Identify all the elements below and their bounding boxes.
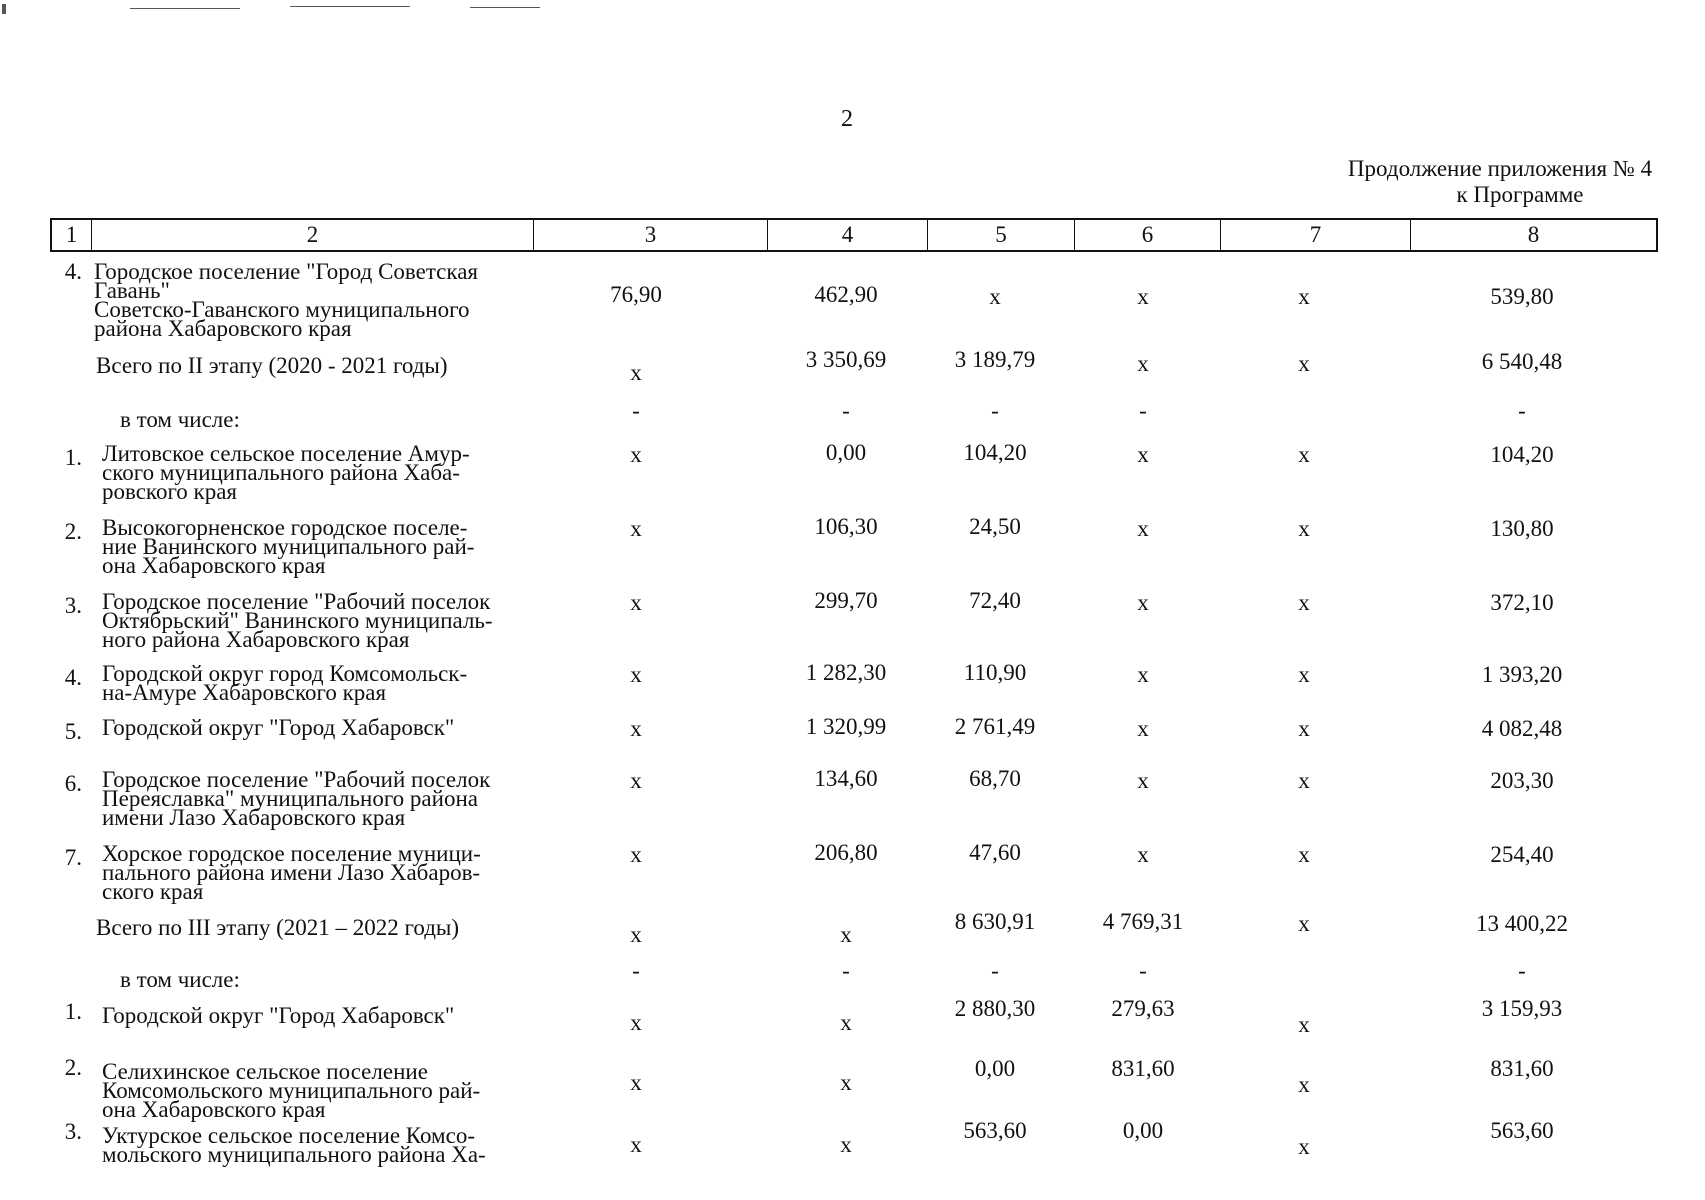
cell-col-6: 831,60 xyxy=(1111,1056,1175,1081)
row-name xyxy=(102,767,592,830)
row-name xyxy=(102,589,592,652)
row-name xyxy=(102,515,592,578)
cell-col-6: x xyxy=(1137,842,1149,867)
cell-col-8: 831,60 xyxy=(1490,1056,1554,1081)
cell-col-3: - xyxy=(632,958,640,983)
cell-col-8: 4 082,48 xyxy=(1481,716,1563,741)
cell-col-7: x xyxy=(1298,911,1310,936)
row-name-line: Литовское сельское поселение Амур- xyxy=(102,441,470,466)
cell-col-4: x xyxy=(840,1010,852,1035)
cell-col-5: 72,40 xyxy=(969,588,1021,613)
cell-col-3: x xyxy=(630,360,642,385)
row-name-line: ского края xyxy=(102,879,204,904)
row-name-line: Всего по III этапу (2021 – 2022 годы) xyxy=(96,915,460,940)
cell-col-7: x xyxy=(1298,284,1310,309)
cell-col-5: 24,50 xyxy=(969,514,1021,539)
header-col-3: 3 xyxy=(534,220,768,250)
header-col-2: 2 xyxy=(92,220,534,250)
cell-col-4: 3 350,69 xyxy=(805,347,887,372)
row-name xyxy=(102,441,592,504)
cell-col-7: x xyxy=(1298,351,1310,376)
row-name-line: имени Лазо Хабаровского края xyxy=(102,805,406,830)
header-col-4: 4 xyxy=(768,220,928,250)
cell-col-8: 372,10 xyxy=(1490,590,1554,615)
cell-col-8: - xyxy=(1518,398,1526,423)
header-col-6: 6 xyxy=(1075,220,1221,250)
cell-col-8: 6 540,48 xyxy=(1481,349,1563,374)
cell-col-4: x xyxy=(840,1070,852,1095)
cell-col-5: 3 189,79 xyxy=(954,347,1036,372)
row-number: 7. xyxy=(64,845,82,870)
row-name xyxy=(102,1003,592,1028)
scan-speck xyxy=(130,8,240,9)
cell-col-3: x xyxy=(630,922,642,947)
row-name-line: Высокогорненское городское поселе- xyxy=(102,515,468,540)
cell-col-7: x xyxy=(1298,516,1310,541)
cell-col-7: x xyxy=(1298,442,1310,467)
cell-col-8: 1 393,20 xyxy=(1481,662,1563,687)
cell-col-3: x xyxy=(630,716,642,741)
cell-col-5: 47,60 xyxy=(969,840,1021,865)
cell-col-3: x xyxy=(630,1010,642,1035)
row-number: 3. xyxy=(64,593,82,618)
cell-col-6: 279,63 xyxy=(1111,996,1175,1021)
row-name-line: Городское поселение "Город Советская xyxy=(94,259,478,284)
cell-col-3: x xyxy=(630,662,642,687)
cell-col-4: 0,00 xyxy=(825,440,867,465)
scan-speck xyxy=(2,4,6,14)
header-col-5: 5 xyxy=(928,220,1075,250)
cell-col-8: 539,80 xyxy=(1490,284,1554,309)
cell-col-4: 1 282,30 xyxy=(805,660,887,685)
row-number: 5. xyxy=(64,719,82,744)
cell-col-5: 110,90 xyxy=(963,660,1027,685)
cell-col-5: x xyxy=(989,284,1001,309)
cell-col-5: 2 880,30 xyxy=(954,996,1036,1021)
cell-col-3: x xyxy=(630,1132,642,1157)
row-name xyxy=(96,915,586,940)
cell-col-8: 203,30 xyxy=(1490,768,1554,793)
cell-col-4: 206,80 xyxy=(814,840,878,865)
row-name-line: Хорское городское поселение муници- xyxy=(102,841,481,866)
cell-col-5: - xyxy=(991,958,999,983)
row-name-line: ского муниципального района Хаба- xyxy=(102,460,460,485)
cell-col-6: x xyxy=(1137,768,1149,793)
row-name-line: Городское поселение "Рабочий поселок xyxy=(102,767,491,792)
header-col-8: 8 xyxy=(1527,222,1540,247)
cell-col-6: x xyxy=(1137,716,1149,741)
cell-col-8: - xyxy=(1518,958,1526,983)
row-name xyxy=(102,841,592,904)
row-name-line: ровского края xyxy=(102,479,238,504)
cell-col-3: x xyxy=(630,842,642,867)
cell-col-3: - xyxy=(632,398,640,423)
cell-col-6: x xyxy=(1137,351,1149,376)
cell-col-8: 3 159,93 xyxy=(1481,996,1563,1021)
row-name-line: Переяславка" муниципального района xyxy=(102,786,478,811)
cell-col-5: 8 630,91 xyxy=(954,909,1036,934)
row-name xyxy=(102,661,592,705)
row-number: 6. xyxy=(64,771,82,796)
cell-col-6: x xyxy=(1137,662,1149,687)
row-name-line: Комсомольского муниципального рай- xyxy=(102,1078,481,1103)
cell-col-4: - xyxy=(842,958,850,983)
row-name-line: Всего по II этапу (2020 - 2021 годы) xyxy=(96,353,448,378)
cell-col-6: x xyxy=(1137,284,1149,309)
cell-col-3: x xyxy=(630,442,642,467)
cell-col-5: 2 761,49 xyxy=(954,714,1036,739)
appendix-continuation-note xyxy=(1335,156,1665,208)
cell-col-3: x xyxy=(630,590,642,615)
row-name-line: ние Ванинского муниципального рай- xyxy=(102,534,475,559)
cell-col-3: x xyxy=(630,768,642,793)
row-name-line: Городской округ "Город Хабаровск" xyxy=(102,715,455,740)
row-name-line: Городской округ город Комсомольск- xyxy=(102,661,468,686)
cell-col-5: - xyxy=(991,398,999,423)
row-number: 4. xyxy=(64,259,82,284)
cell-col-4: x xyxy=(840,1132,852,1157)
row-name-line: района Хабаровского края xyxy=(94,316,352,341)
cell-col-8: 13 400,22 xyxy=(1476,911,1568,936)
cell-col-6: x xyxy=(1137,442,1149,467)
continuation-line-2: к Программе xyxy=(1456,182,1584,207)
header-col-1: 1 xyxy=(52,220,92,250)
row-name-line: она Хабаровского края xyxy=(102,1097,326,1122)
cell-col-7: x xyxy=(1298,768,1310,793)
cell-col-7: x xyxy=(1298,662,1310,687)
row-number: 2. xyxy=(64,1055,82,1080)
cell-col-5: 0,00 xyxy=(974,1056,1016,1081)
cell-col-4: 106,30 xyxy=(814,514,878,539)
row-name-line: Октябрьский" Ванинского муниципаль- xyxy=(102,608,493,633)
row-name xyxy=(102,1123,592,1167)
row-name-line: в том числе: xyxy=(120,407,240,432)
cell-col-6: 0,00 xyxy=(1122,1118,1164,1143)
row-number: 2. xyxy=(64,519,82,544)
cell-col-7: x xyxy=(1298,1072,1310,1097)
cell-col-6: x xyxy=(1137,516,1149,541)
row-name xyxy=(102,1059,592,1122)
cell-col-3: x xyxy=(630,516,642,541)
row-name-line: Городское поселение "Рабочий поселок xyxy=(102,589,491,614)
cell-col-3: 76,90 xyxy=(610,282,662,307)
row-number: 1. xyxy=(64,999,82,1024)
cell-col-3: x xyxy=(630,1070,642,1095)
cell-col-6: x xyxy=(1137,590,1149,615)
cell-col-7: x xyxy=(1298,1012,1310,1037)
row-name-line: мольского муниципального района Ха- xyxy=(102,1142,486,1167)
continuation-line-1: Продолжение приложения № 4 xyxy=(1347,156,1653,181)
row-name-line: на-Амуре Хабаровского края xyxy=(102,680,387,705)
row-name-line: в том числе: xyxy=(120,967,240,992)
row-name-line: ного района Хабаровского края xyxy=(102,627,410,652)
row-name-line: Гавань" xyxy=(94,278,170,303)
scan-speck xyxy=(470,7,540,8)
scan-speck xyxy=(290,6,410,7)
row-name xyxy=(94,259,584,341)
row-name-line: Уктурское сельское поселение Комсо- xyxy=(102,1123,475,1148)
row-name xyxy=(96,353,586,378)
cell-col-8: 130,80 xyxy=(1490,516,1554,541)
cell-col-4: - xyxy=(842,398,850,423)
cell-col-5: 68,70 xyxy=(969,766,1021,791)
cell-col-5: 104,20 xyxy=(963,440,1027,465)
cell-col-7: x xyxy=(1298,716,1310,741)
row-name-line: пального района имени Лазо Хабаров- xyxy=(102,860,481,885)
table-header xyxy=(50,218,1658,252)
row-name-line: Советско-Гаванского муниципального xyxy=(94,297,470,322)
row-number: 4. xyxy=(64,665,82,690)
cell-col-7: x xyxy=(1298,842,1310,867)
row-number: 3. xyxy=(64,1119,82,1144)
row-name-line: Селихинское сельское поселение xyxy=(102,1059,428,1084)
cell-col-8: 104,20 xyxy=(1490,442,1554,467)
cell-col-8: 254,40 xyxy=(1490,842,1554,867)
row-name-line: Городской округ "Город Хабаровск" xyxy=(102,1003,455,1028)
cell-col-6: 4 769,31 xyxy=(1102,909,1184,934)
cell-col-4: 134,60 xyxy=(814,766,878,791)
cell-col-4: 1 320,99 xyxy=(805,714,887,739)
cell-col-4: 299,70 xyxy=(814,588,878,613)
cell-col-4: x xyxy=(840,922,852,947)
row-name-line: она Хабаровского края xyxy=(102,553,326,578)
cell-col-8: 563,60 xyxy=(1490,1118,1554,1143)
cell-col-4: 462,90 xyxy=(814,282,878,307)
cell-col-6: - xyxy=(1139,958,1147,983)
cell-col-7: x xyxy=(1298,590,1310,615)
header-col-7: 7 xyxy=(1221,220,1411,250)
cell-col-7: x xyxy=(1298,1134,1310,1159)
row-number: 1. xyxy=(64,445,82,470)
row-name xyxy=(102,715,592,740)
cell-col-5: 563,60 xyxy=(963,1118,1027,1143)
page-number: 2 xyxy=(841,106,853,132)
cell-col-6: - xyxy=(1139,398,1147,423)
